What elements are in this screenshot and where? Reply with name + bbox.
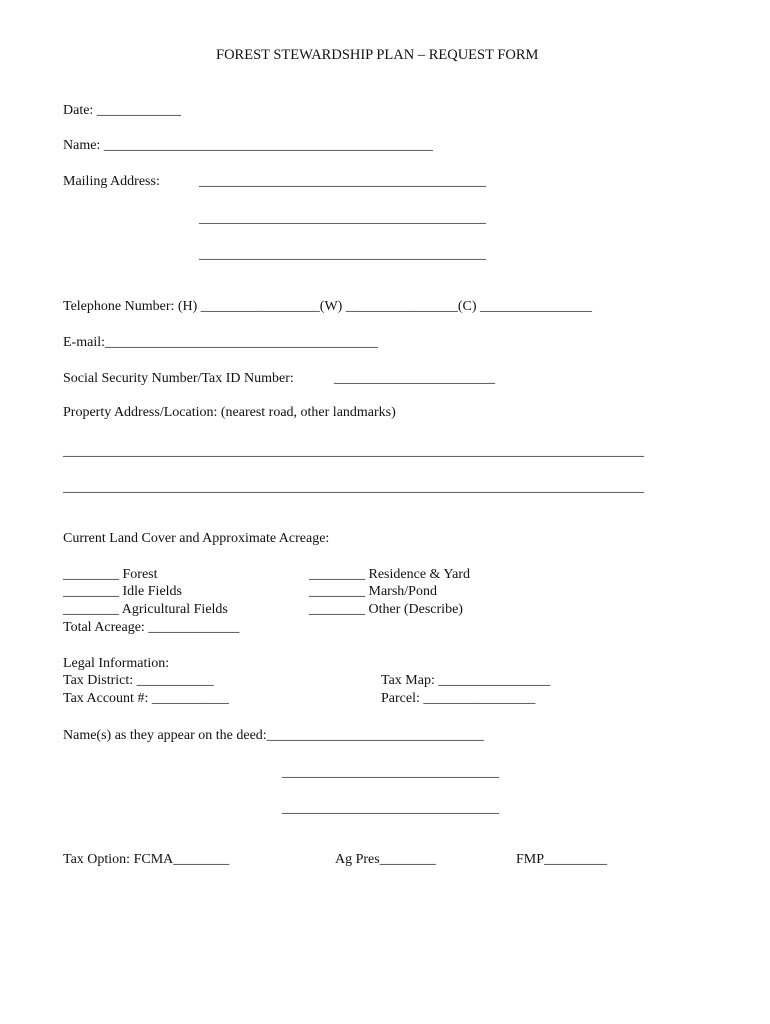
tax-option-ag-pres[interactable]: Ag Pres________ [335, 852, 436, 867]
land-cover-forest[interactable]: ________ Forest [63, 567, 158, 582]
telephone-field[interactable]: Telephone Number: (H) _________________(W) ________________(C) ________________ [63, 299, 593, 314]
mailing-address-label: Mailing Address: [63, 174, 160, 189]
deed-names-line-2[interactable]: _______________________________ [282, 765, 499, 780]
email-field[interactable]: E-mail:_______________________________________ [63, 335, 378, 350]
tax-account-field[interactable]: Tax Account #: ___________ [63, 691, 229, 706]
land-cover-idle-fields[interactable]: ________ Idle Fields [63, 584, 182, 599]
mailing-address-line-2[interactable]: _________________________________________ [199, 211, 486, 226]
name-field[interactable]: Name: _______________________________________________ [63, 138, 433, 153]
tax-option-fmp[interactable]: FMP_________ [516, 852, 608, 867]
property-address-line-1[interactable]: ___________________________________________________________________________________ [63, 444, 644, 459]
property-address-line-2[interactable]: ___________________________________________________________________________________ [63, 480, 644, 495]
property-address-label: Property Address/Location: (nearest road, other landmarks) [63, 405, 396, 420]
land-cover-heading: Current Land Cover and Approximate Acreage: [63, 531, 330, 546]
land-cover-agricultural-fields[interactable]: ________ Agricultural Fields [63, 602, 228, 617]
land-cover-other[interactable]: ________ Other (Describe) [309, 602, 463, 617]
land-cover-marsh-pond[interactable]: ________ Marsh/Pond [309, 584, 437, 599]
ssn-field[interactable]: _______________________ [334, 371, 495, 386]
tax-district-field[interactable]: Tax District: ___________ [63, 673, 214, 688]
form-title: FOREST STEWARDSHIP PLAN – REQUEST FORM [216, 47, 539, 63]
parcel-field[interactable]: Parcel: ________________ [381, 691, 536, 706]
tax-map-field[interactable]: Tax Map: ________________ [381, 673, 551, 688]
date-field[interactable]: Date: ____________ [63, 103, 181, 118]
total-acreage-field[interactable]: Total Acreage: _____________ [63, 620, 240, 635]
deed-names-line-3[interactable]: _______________________________ [282, 801, 499, 816]
ssn-label: Social Security Number/Tax ID Number: [63, 371, 294, 386]
tax-option-fcma[interactable]: Tax Option: FCMA________ [63, 852, 230, 867]
land-cover-residence-yard[interactable]: ________ Residence & Yard [309, 567, 470, 582]
legal-information-heading: Legal Information: [63, 656, 170, 671]
deed-names-field[interactable]: Name(s) as they appear on the deed:_______________________________ [63, 728, 484, 743]
mailing-address-line-3[interactable]: _________________________________________ [199, 247, 486, 262]
mailing-address-line-1[interactable]: _________________________________________ [199, 174, 486, 189]
